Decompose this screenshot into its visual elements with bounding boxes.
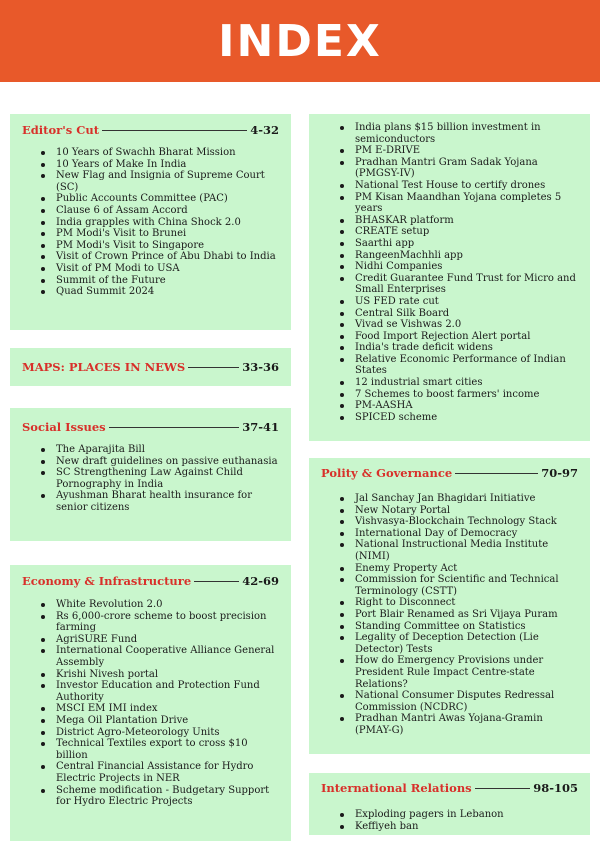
- topic-item: India plans $15 billion investment in semiconductors: [335, 122, 578, 145]
- topic-item: India grapples with China Shock 2.0: [36, 217, 279, 229]
- topic-item: PM Kisan Maandhan Yojana completes 5 years: [335, 192, 578, 215]
- topic-item: Credit Guarantee Fund Trust for Micro and Small Enterprises: [335, 273, 578, 296]
- topic-item: Relative Economic Performance of Indian States: [335, 354, 578, 377]
- page-range: 42-69: [242, 574, 279, 588]
- topic-item: Saarthi app: [335, 238, 578, 250]
- topic-item: MSCI EM IMI index: [36, 703, 279, 715]
- leader-line: [188, 367, 239, 368]
- topic-item: District Agro-Meteorology Units: [36, 727, 279, 739]
- section-heading: [321, 466, 578, 480]
- topic-item: 10 Years of Swachh Bharat Mission: [36, 147, 279, 159]
- section-economy-infrastructure: [10, 565, 291, 841]
- topic-item: How do Emergency Provisions under President Rule Impact Centre-state Relations?: [335, 655, 578, 690]
- leader-line: [109, 427, 240, 428]
- page-range: 4-32: [250, 123, 279, 137]
- topic-item: New draft guidelines on passive euthanasia: [36, 456, 279, 468]
- topic-item: Quad Summit 2024: [36, 286, 279, 298]
- topic-item: Rs 6,000-crore scheme to boost precision farming: [36, 611, 279, 634]
- section-editors-cut: [10, 114, 291, 330]
- section-heading: [22, 420, 279, 434]
- leader-line: [194, 581, 239, 582]
- leader-line: [475, 788, 531, 789]
- section-title: Polity & Governance: [321, 466, 453, 480]
- topic-item: Scheme modification - Budgetary Support for Hydro Electric Projects: [36, 785, 279, 808]
- topic-item: Technical Textiles export to cross $10 billion: [36, 738, 279, 761]
- topic-item: PM E-DRIVE: [335, 145, 578, 157]
- topic-item: BHASKAR platform: [335, 215, 578, 227]
- topic-item: Food Import Rejection Alert portal: [335, 331, 578, 343]
- topic-item: Keffiyeh ban: [335, 821, 578, 833]
- section-title: Editor's Cut: [22, 123, 100, 137]
- leader-line: [102, 130, 247, 131]
- topic-item: Vishvasya-Blockchain Technology Stack: [335, 516, 578, 528]
- section-heading: [22, 574, 279, 588]
- leader-line: [455, 473, 538, 474]
- topic-item: SC Strengthening Law Against Child Pornography in India: [36, 467, 279, 490]
- page-title: INDEX: [218, 15, 382, 67]
- section-international-relations: [309, 773, 590, 835]
- topic-item: Jal Sanchay Jan Bhagidari Initiative: [335, 493, 578, 505]
- page-range: 98-105: [533, 781, 578, 795]
- section-title: International Relations: [321, 781, 472, 795]
- topic-item: Investor Education and Protection Fund Authority: [36, 680, 279, 703]
- topic-item: 7 Schemes to boost farmers' income: [335, 389, 578, 401]
- topic-item: White Revolution 2.0: [36, 599, 279, 611]
- topic-item: PM-AASHA: [335, 400, 578, 412]
- topic-item: SPICED scheme: [335, 412, 578, 424]
- topic-list: [22, 147, 279, 298]
- topic-item: Pradhan Mantri Awas Yojana-Gramin (PMAY-G): [335, 713, 578, 736]
- topic-item: PM Modi's Visit to Singapore: [36, 240, 279, 252]
- section-economy-continued: [309, 114, 590, 441]
- topic-item: Exploding pagers in Lebanon: [335, 809, 578, 821]
- topic-item: India's trade deficit widens: [335, 342, 578, 354]
- topic-item: International Cooperative Alliance General Assembly: [36, 645, 279, 668]
- topic-item: Krishi Nivesh portal: [36, 669, 279, 681]
- section-maps: [10, 348, 291, 386]
- topic-item: Right to Disconnect: [335, 597, 578, 609]
- topic-item: 10 Years of Make In India: [36, 159, 279, 171]
- topic-list: [22, 599, 279, 808]
- section-title: Social Issues: [22, 420, 106, 434]
- topic-item: National Test House to certify drones: [335, 180, 578, 192]
- topic-list: [321, 809, 578, 832]
- section-heading: [22, 360, 279, 374]
- topic-item: Summit of the Future: [36, 275, 279, 287]
- topic-item: National Consumer Disputes Redressal Commission (NCDRC): [335, 690, 578, 713]
- topic-item: Central Financial Assistance for Hydro Electric Projects in NER: [36, 761, 279, 784]
- topic-list: [321, 493, 578, 736]
- topic-item: AgriSURE Fund: [36, 634, 279, 646]
- topic-item: Standing Committee on Statistics: [335, 621, 578, 633]
- topic-item: New Flag and Insignia of Supreme Court (SC): [36, 170, 279, 193]
- section-heading: [22, 123, 279, 137]
- section-heading: [321, 781, 578, 795]
- topic-item: Mega Oil Plantation Drive: [36, 715, 279, 727]
- topic-item: Visit of PM Modi to USA: [36, 263, 279, 275]
- topic-item: Visit of Crown Prince of Abu Dhabi to India: [36, 251, 279, 263]
- page-range: 37-41: [242, 420, 279, 434]
- topic-item: The Aparajita Bill: [36, 444, 279, 456]
- topic-item: Port Blair Renamed as Sri Vijaya Puram: [335, 609, 578, 621]
- topic-item: Clause 6 of Assam Accord: [36, 205, 279, 217]
- page-range: 70-97: [541, 466, 578, 480]
- topic-item: CREATE setup: [335, 226, 578, 238]
- topic-item: Vivad se Vishwas 2.0: [335, 319, 578, 331]
- topic-item: Ayushman Bharat health insurance for senior citizens: [36, 490, 279, 513]
- page-range: 33-36: [242, 360, 279, 374]
- section-title: MAPS: PLACES IN NEWS: [22, 360, 186, 374]
- topic-item: PM Modi's Visit to Brunei: [36, 228, 279, 240]
- topic-item: RangeenMachhli app: [335, 250, 578, 262]
- topic-item: Public Accounts Committee (PAC): [36, 193, 279, 205]
- topic-item: New Notary Portal: [335, 505, 578, 517]
- topic-item: 12 industrial smart cities: [335, 377, 578, 389]
- topic-item: International Day of Democracy: [335, 528, 578, 540]
- topic-item: Nidhi Companies: [335, 261, 578, 273]
- topic-item: Central Silk Board: [335, 308, 578, 320]
- topic-list: [22, 444, 279, 514]
- index-header-banner: [0, 0, 600, 82]
- topic-item: Legality of Deception Detection (Lie Detector) Tests: [335, 632, 578, 655]
- topic-item: Commission for Scientific and Technical Terminology (CSTT): [335, 574, 578, 597]
- section-social-issues: [10, 408, 291, 541]
- section-title: Economy & Infrastructure: [22, 574, 192, 588]
- topic-list: [321, 122, 578, 423]
- topic-item: National Instructional Media Institute (NIMI): [335, 539, 578, 562]
- topic-item: Enemy Property Act: [335, 563, 578, 575]
- topic-item: Pradhan Mantri Gram Sadak Yojana (PMGSY-IV): [335, 157, 578, 180]
- topic-item: US FED rate cut: [335, 296, 578, 308]
- section-polity-governance: [309, 458, 590, 754]
